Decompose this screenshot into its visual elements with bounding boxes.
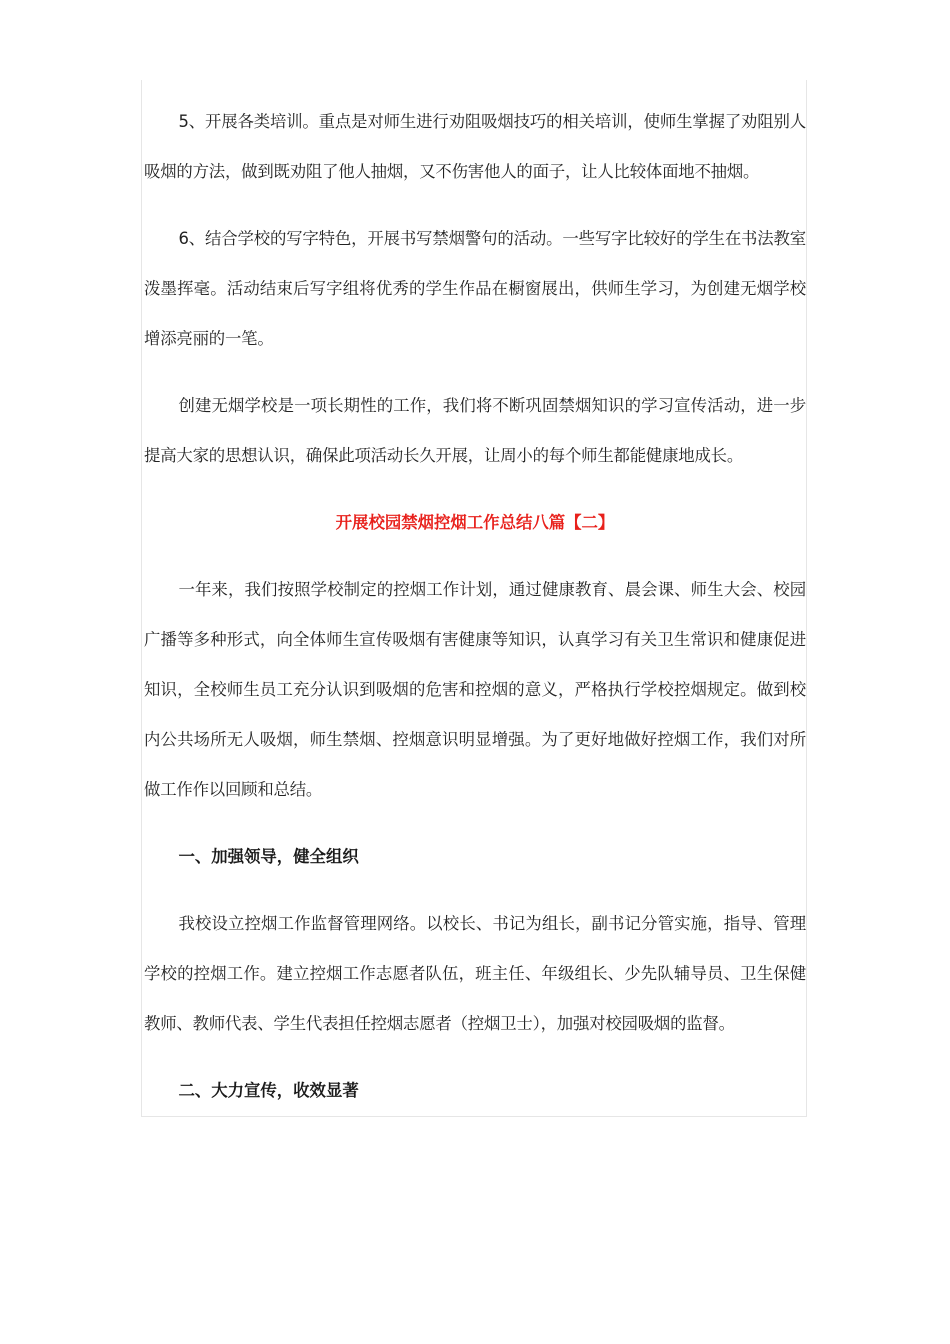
- paragraph-calligraphy: 6、结合学校的写字特色，开展书写禁烟警句的活动。一些写字比较好的学生在书法教室泼墨挥毫。活动结束后写字组将优秀的学生作品在橱窗展出，供师生学习，为创建无烟学校增添亮丽的一笔。: [144, 229, 806, 348]
- section-title: 开展校园禁烟控烟工作总结八篇【二】: [335, 513, 615, 532]
- paragraph-conclusion: 创建无烟学校是一项长期性的工作，我们将不断巩固禁烟知识的学习宣传活动，进一步提高大家的思想认识，确保此项活动长久开展，让周小的每个师生都能健康地成长。: [144, 396, 806, 465]
- document-body: [144, 97, 806, 1116]
- paragraph-intro: 一年来，我们按照学校制定的控烟工作计划，通过健康教育、晨会课、师生大会、校园广播等多种形式，向全体师生宣传吸烟有害健康等知识，认真学习有关卫生常识和健康促进知识，全校师生员工充分认识到吸烟的危害和控烟的意义，严格执行学校控烟规定。做到校内公共场所无人吸烟，师生禁烟、控烟意识明显增强。为了更好地做好控烟工作，我们对所做工作作以回顾和总结。: [144, 580, 806, 799]
- heading-leadership: 一、加强领导，健全组织: [178, 847, 359, 866]
- paragraph-organization: 我校设立控烟工作监督管理网络。以校长、书记为组长，副书记分管实施，指导、管理学校的控烟工作。建立控烟工作志愿者队伍，班主任、年级组长、少先队辅导员、卫生保健教师、教师代表、学生代表担任控烟志愿者（控烟卫士），加强对校园吸烟的监督。: [144, 914, 806, 1033]
- paragraph-training: 5、开展各类培训。重点是对师生进行劝阻吸烟技巧的相关培训，使师生掌握了劝阻别人吸烟的方法，做到既劝阻了他人抽烟，又不伤害他人的面子，让人比较体面地不抽烟。: [144, 112, 806, 181]
- heading-publicity: 二、大力宣传，收效显著: [178, 1081, 359, 1100]
